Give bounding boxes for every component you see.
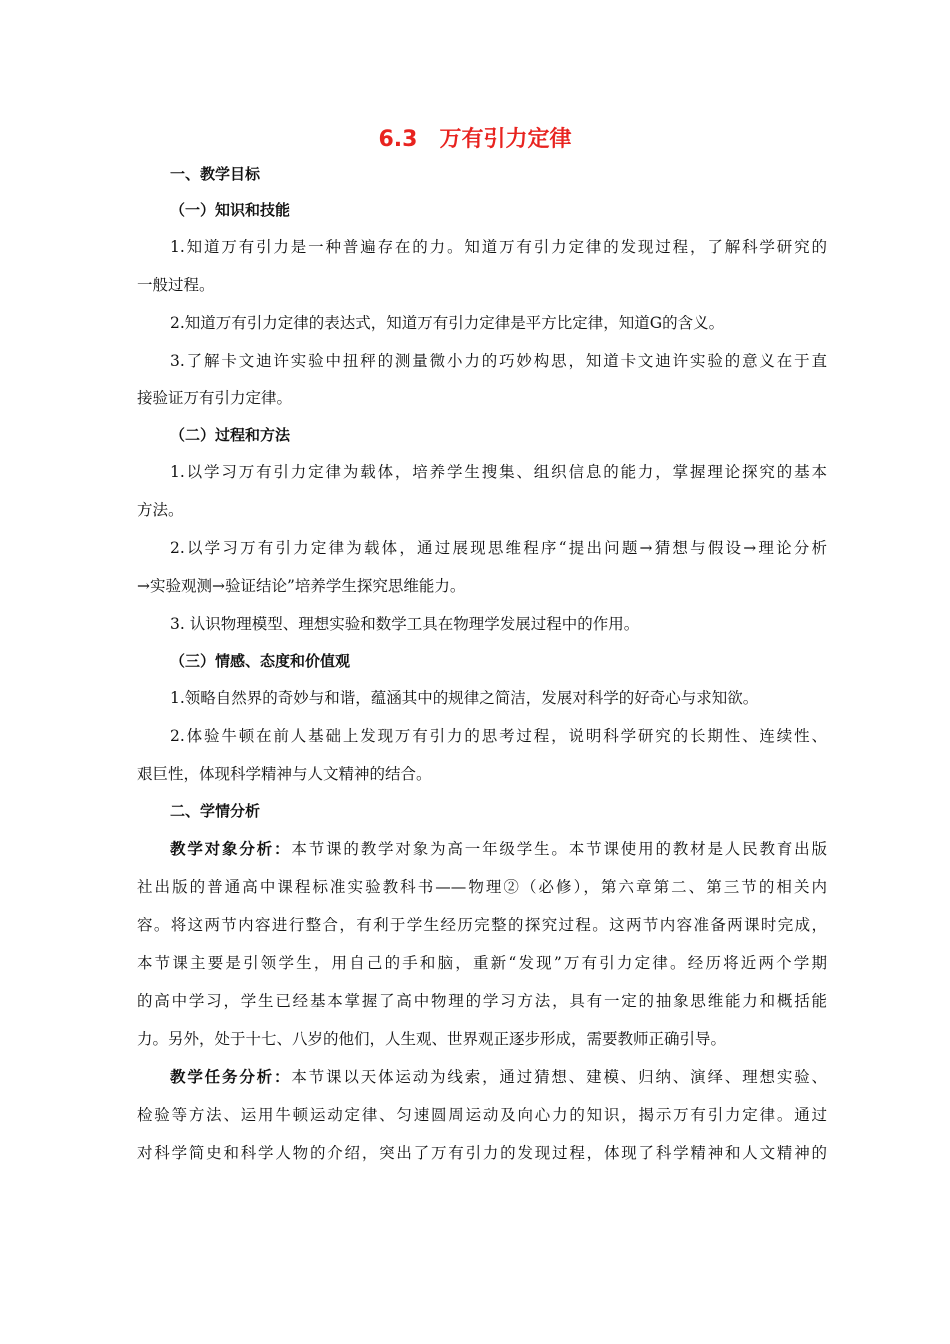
paragraph-text: 本节课的教学对象为高一年级学生。本节课使用的教材是人民教育出版	[291, 840, 827, 858]
paragraph-line: 接验证万有引力定律。	[137, 389, 293, 407]
paragraph-line: 3. 认识物理模型、理想实验和数学工具在物理学发展过程中的作用。	[170, 615, 640, 633]
paragraph-line: 2.知道万有引力定律的表达式，知道万有引力定律是平方比定律，知道G的含义。	[170, 314, 725, 332]
paragraph-line: 检验等方法、运用牛顿运动定律、匀速圆周运动及向心力的知识，揭示万有引力定律。通过	[137, 1106, 827, 1124]
paragraph-line	[170, 838, 827, 860]
paragraph-line: →实验观测→验证结论”培养学生探究思维能力。	[137, 577, 466, 595]
paragraph-line: 2.体验牛顿在前人基础上发现万有引力的思考过程，说明科学研究的长期性、连续性、	[170, 727, 827, 745]
paragraph-line: 对科学简史和科学人物的介绍，突出了万有引力的发现过程，体现了科学精神和人文精神的	[137, 1144, 827, 1162]
paragraph-line: 3.了解卡文迪许实验中扭秤的测量微小力的巧妙构思，知道卡文迪许实验的意义在于直	[170, 352, 827, 370]
paragraph-line: 艰巨性，体现科学精神与人文精神的结合。	[137, 765, 432, 783]
paragraph-line: 一般过程。	[137, 276, 215, 294]
section-heading-student-analysis: 二、学情分析	[170, 802, 261, 820]
paragraph-line: 1.以学习万有引力定律为载体，培养学生搜集、组织信息的能力，掌握理论探究的基本	[170, 463, 827, 481]
paragraph-line: 容。将这两节内容进行整合，有利于学生经历完整的探究过程。这两节内容准备两课时完成，	[137, 916, 827, 934]
section-heading-objectives: 一、教学目标	[170, 165, 261, 183]
paragraph-line	[170, 1066, 827, 1088]
paragraph-line: 力。另外，处于十七、八岁的他们，人生观、世界观正逐步形成，需要教师正确引导。	[137, 1030, 727, 1048]
subheading-knowledge-skills: （一）知识和技能	[170, 201, 291, 219]
document-title: 6.3 万有引力定律	[378, 127, 572, 152]
paragraph-text: 本节课以天体运动为线索，通过猜想、建模、归纳、演绎、理想实验、	[291, 1068, 827, 1086]
paragraph-line: 2.以学习万有引力定律为载体，通过展现思维程序“提出问题→猜想与假设→理论分析	[170, 539, 827, 557]
paragraph-line: 的高中学习，学生已经基本掌握了高中物理的学习方法，具有一定的抽象思维能力和概括能	[137, 992, 827, 1010]
paragraph-line: 1.知道万有引力是一种普遍存在的力。知道万有引力定律的发现过程，了解科学研究的	[170, 238, 827, 256]
subheading-emotions-values: （三）情感、态度和价值观	[170, 652, 351, 670]
paragraph-line: 方法。	[137, 501, 184, 519]
label-teaching-task: 教学任务分析：	[170, 1068, 292, 1086]
paragraph-line: 1.领略自然界的奇妙与和谐，蕴涵其中的规律之简洁，发展对科学的好奇心与求知欲。	[170, 689, 759, 707]
label-teaching-object: 教学对象分析：	[170, 840, 292, 858]
paragraph-line: 本节课主要是引领学生，用自己的手和脑，重新“发现”万有引力定律。经历将近两个学期	[137, 954, 827, 972]
paragraph-line: 社出版的普通高中课程标准实验教科书——物理②（必修），第六章第二、第三节的相关内	[137, 878, 827, 896]
subheading-process-methods: （二）过程和方法	[170, 426, 291, 444]
